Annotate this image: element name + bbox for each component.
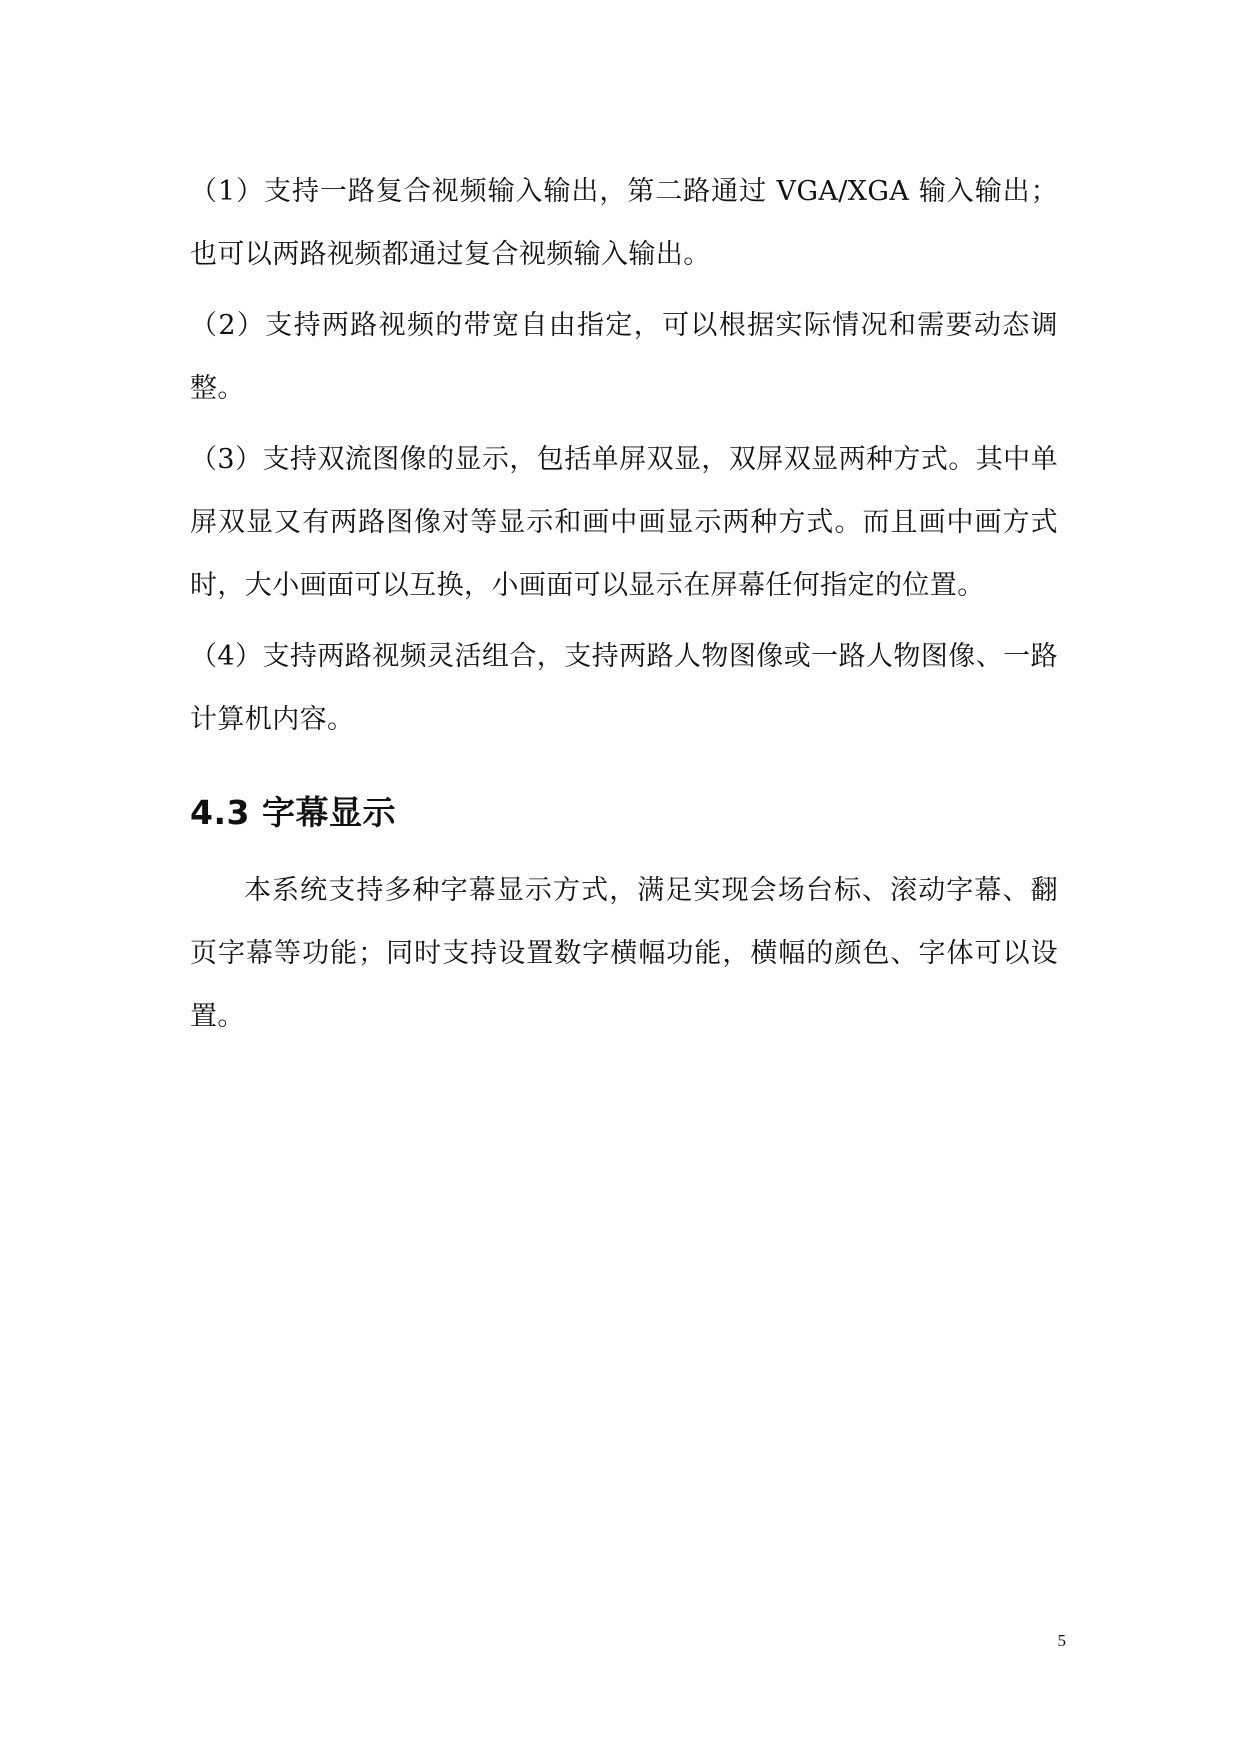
paragraph-2: （2）支持两路视频的带宽自由指定，可以根据实际情况和需要动态调整。 [190, 310, 1058, 404]
paragraph-4: （4）支持两路视频灵活组合，支持两路人物图像或一路人物图像、一路计算机内容。 [190, 641, 1058, 735]
section-heading: 4.3 字幕显示 [190, 793, 396, 832]
section-paragraph: 本系统支持多种字幕显示方式，满足实现会场台标、滚动字幕、翻页字幕等功能；同时支持设置数字横幅功能，横幅的颜色、字体可以设置。 [190, 875, 1058, 1032]
document-body [190, 160, 1058, 1056]
paragraph-3: （3）支持双流图像的显示，包括单屏双显，双屏双显两种方式。其中单屏双显又有两路图像对等显示和画中画显示两种方式。而且画中画方式时，大小画面可以互换，小画面可以显示在屏幕任何指定的位置。 [190, 444, 1058, 601]
paragraph-1: （1）支持一路复合视频输入输出，第二路通过 VGA/XGA 输入输出；也可以两路视频都通过复合视频输入输出。 [190, 176, 1058, 270]
page-number: 5 [1057, 1631, 1066, 1650]
